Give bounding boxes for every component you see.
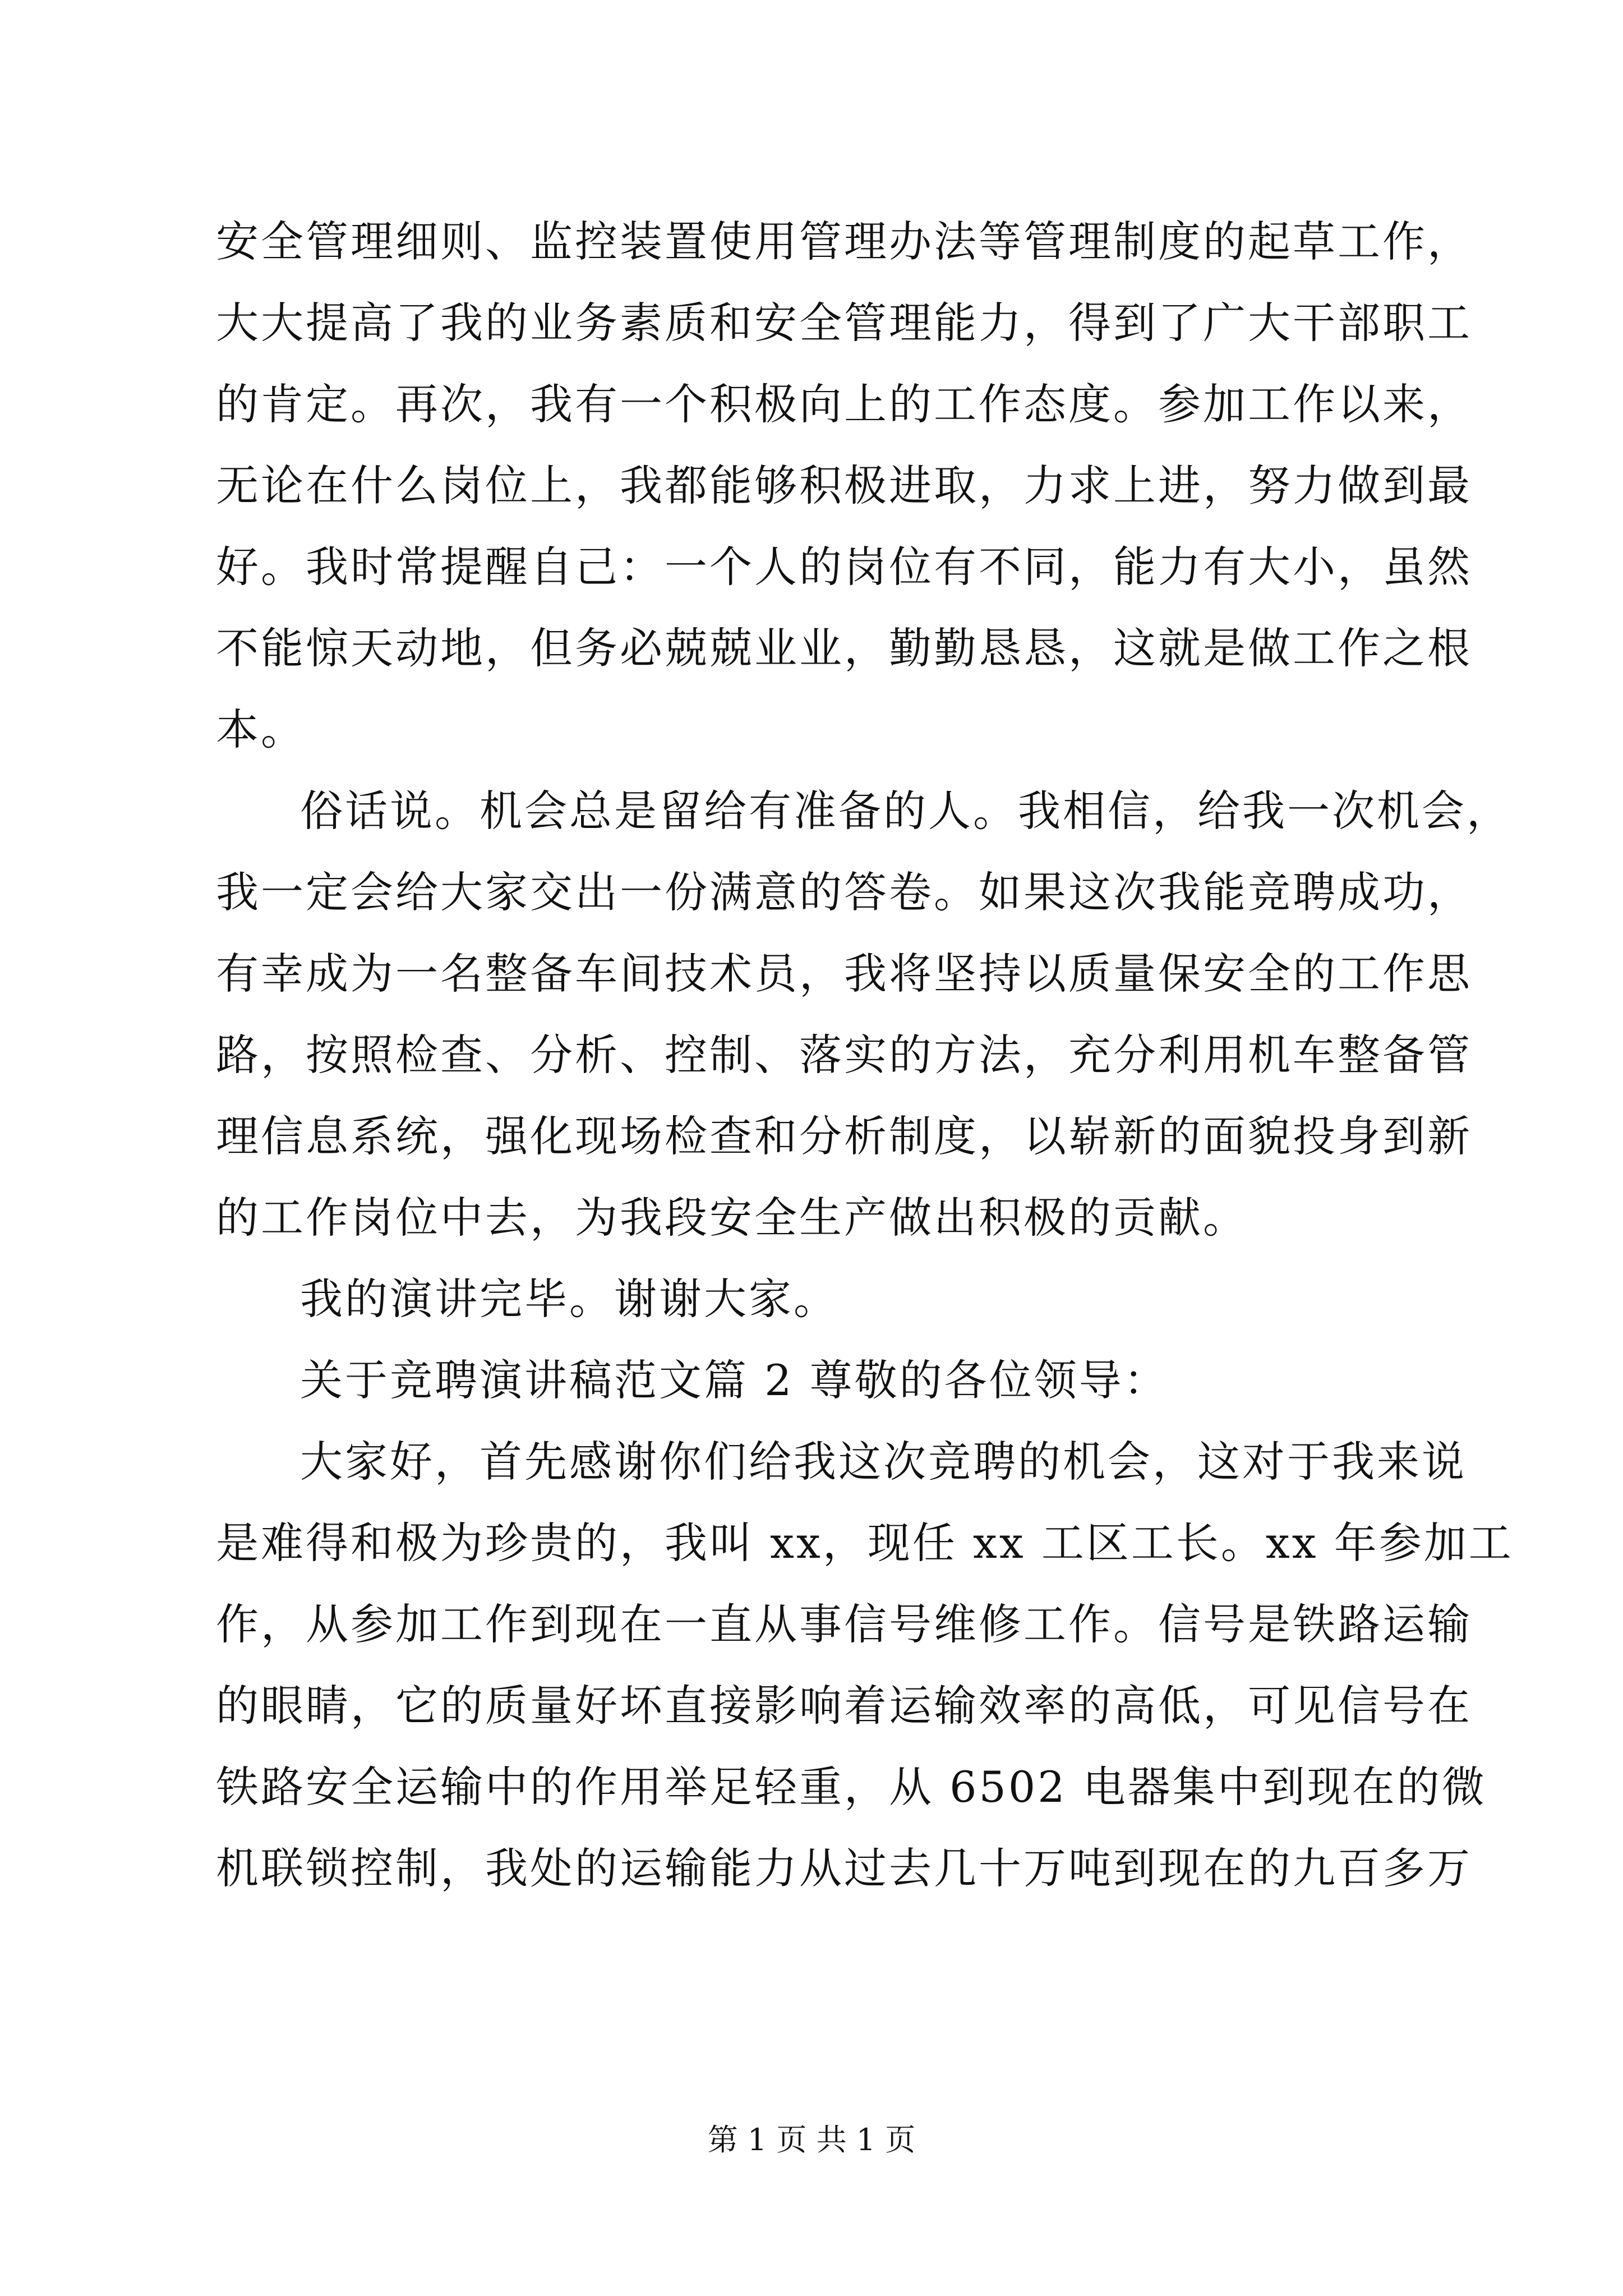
text-line-4: 无论在什么岗位上，我都能够积极进取，力求上进，努力做到最 bbox=[216, 461, 1472, 510]
text-line-15: 关于竞聘演讲稿范文篇 2 尊敬的各位领导： bbox=[300, 1355, 1169, 1405]
text-line-3: 的肯定。再次，我有一个积极向上的工作态度。参加工作以来， bbox=[216, 379, 1472, 429]
text-line-14: 我的演讲完毕。谢谢大家。 bbox=[300, 1274, 838, 1324]
text-line-20: 铁路安全运输中的作用举足轻重，从 6502 电器集中到现在的微 bbox=[216, 1762, 1487, 1812]
text-line-5: 好。我时常提醒自己：一个人的岗位有不同，能力有大小，虽然 bbox=[216, 542, 1472, 592]
text-line-13: 的工作岗位中去，为我段安全生产做出积极的贡献。 bbox=[216, 1193, 1248, 1243]
text-line-17: 是难得和极为珍贵的，我叫 xx，现任 xx 工区工长。xx 年参加工 bbox=[216, 1518, 1514, 1568]
text-line-19: 的眼睛，它的质量好坏直接影响着运输效率的高低，可见信号在 bbox=[216, 1681, 1472, 1731]
text-line-11: 路，按照检查、分析、控制、落实的方法，充分利用机车整备管 bbox=[216, 1030, 1472, 1080]
text-line-16: 大家好，首先感谢你们给我这次竞聘的机会，这对于我来说 bbox=[300, 1437, 1467, 1487]
text-line-7: 本。 bbox=[216, 705, 306, 754]
text-line-6: 不能惊天动地，但务必兢兢业业，勤勤恳恳，这就是做工作之根 bbox=[216, 623, 1472, 673]
text-line-21: 机联锁控制，我处的运输能力从过去几十万吨到现在的九百多万 bbox=[216, 1843, 1472, 1893]
text-line-8: 俗话说。机会总是留给有准备的人。我相信，给我一次机会， bbox=[300, 786, 1511, 836]
text-line-1: 安全管理细则、监控装置使用管理办法等管理制度的起草工作， bbox=[216, 217, 1472, 266]
text-line-9: 我一定会给大家交出一份满意的答卷。如果这次我能竞聘成功， bbox=[216, 867, 1472, 917]
text-line-10: 有幸成为一名整备车间技术员，我将坚持以质量保安全的工作思 bbox=[216, 949, 1472, 999]
page-number-footer: 第 1 页 共 1 页 bbox=[707, 2122, 916, 2157]
text-line-18: 作，从参加工作到现在一直从事信号维修工作。信号是铁路运输 bbox=[216, 1599, 1472, 1649]
text-line-2: 大大提高了我的业务素质和安全管理能力，得到了广大干部职工 bbox=[216, 298, 1472, 348]
text-line-12: 理信息系统，强化现场检查和分析制度，以崭新的面貌投身到新 bbox=[216, 1111, 1472, 1161]
